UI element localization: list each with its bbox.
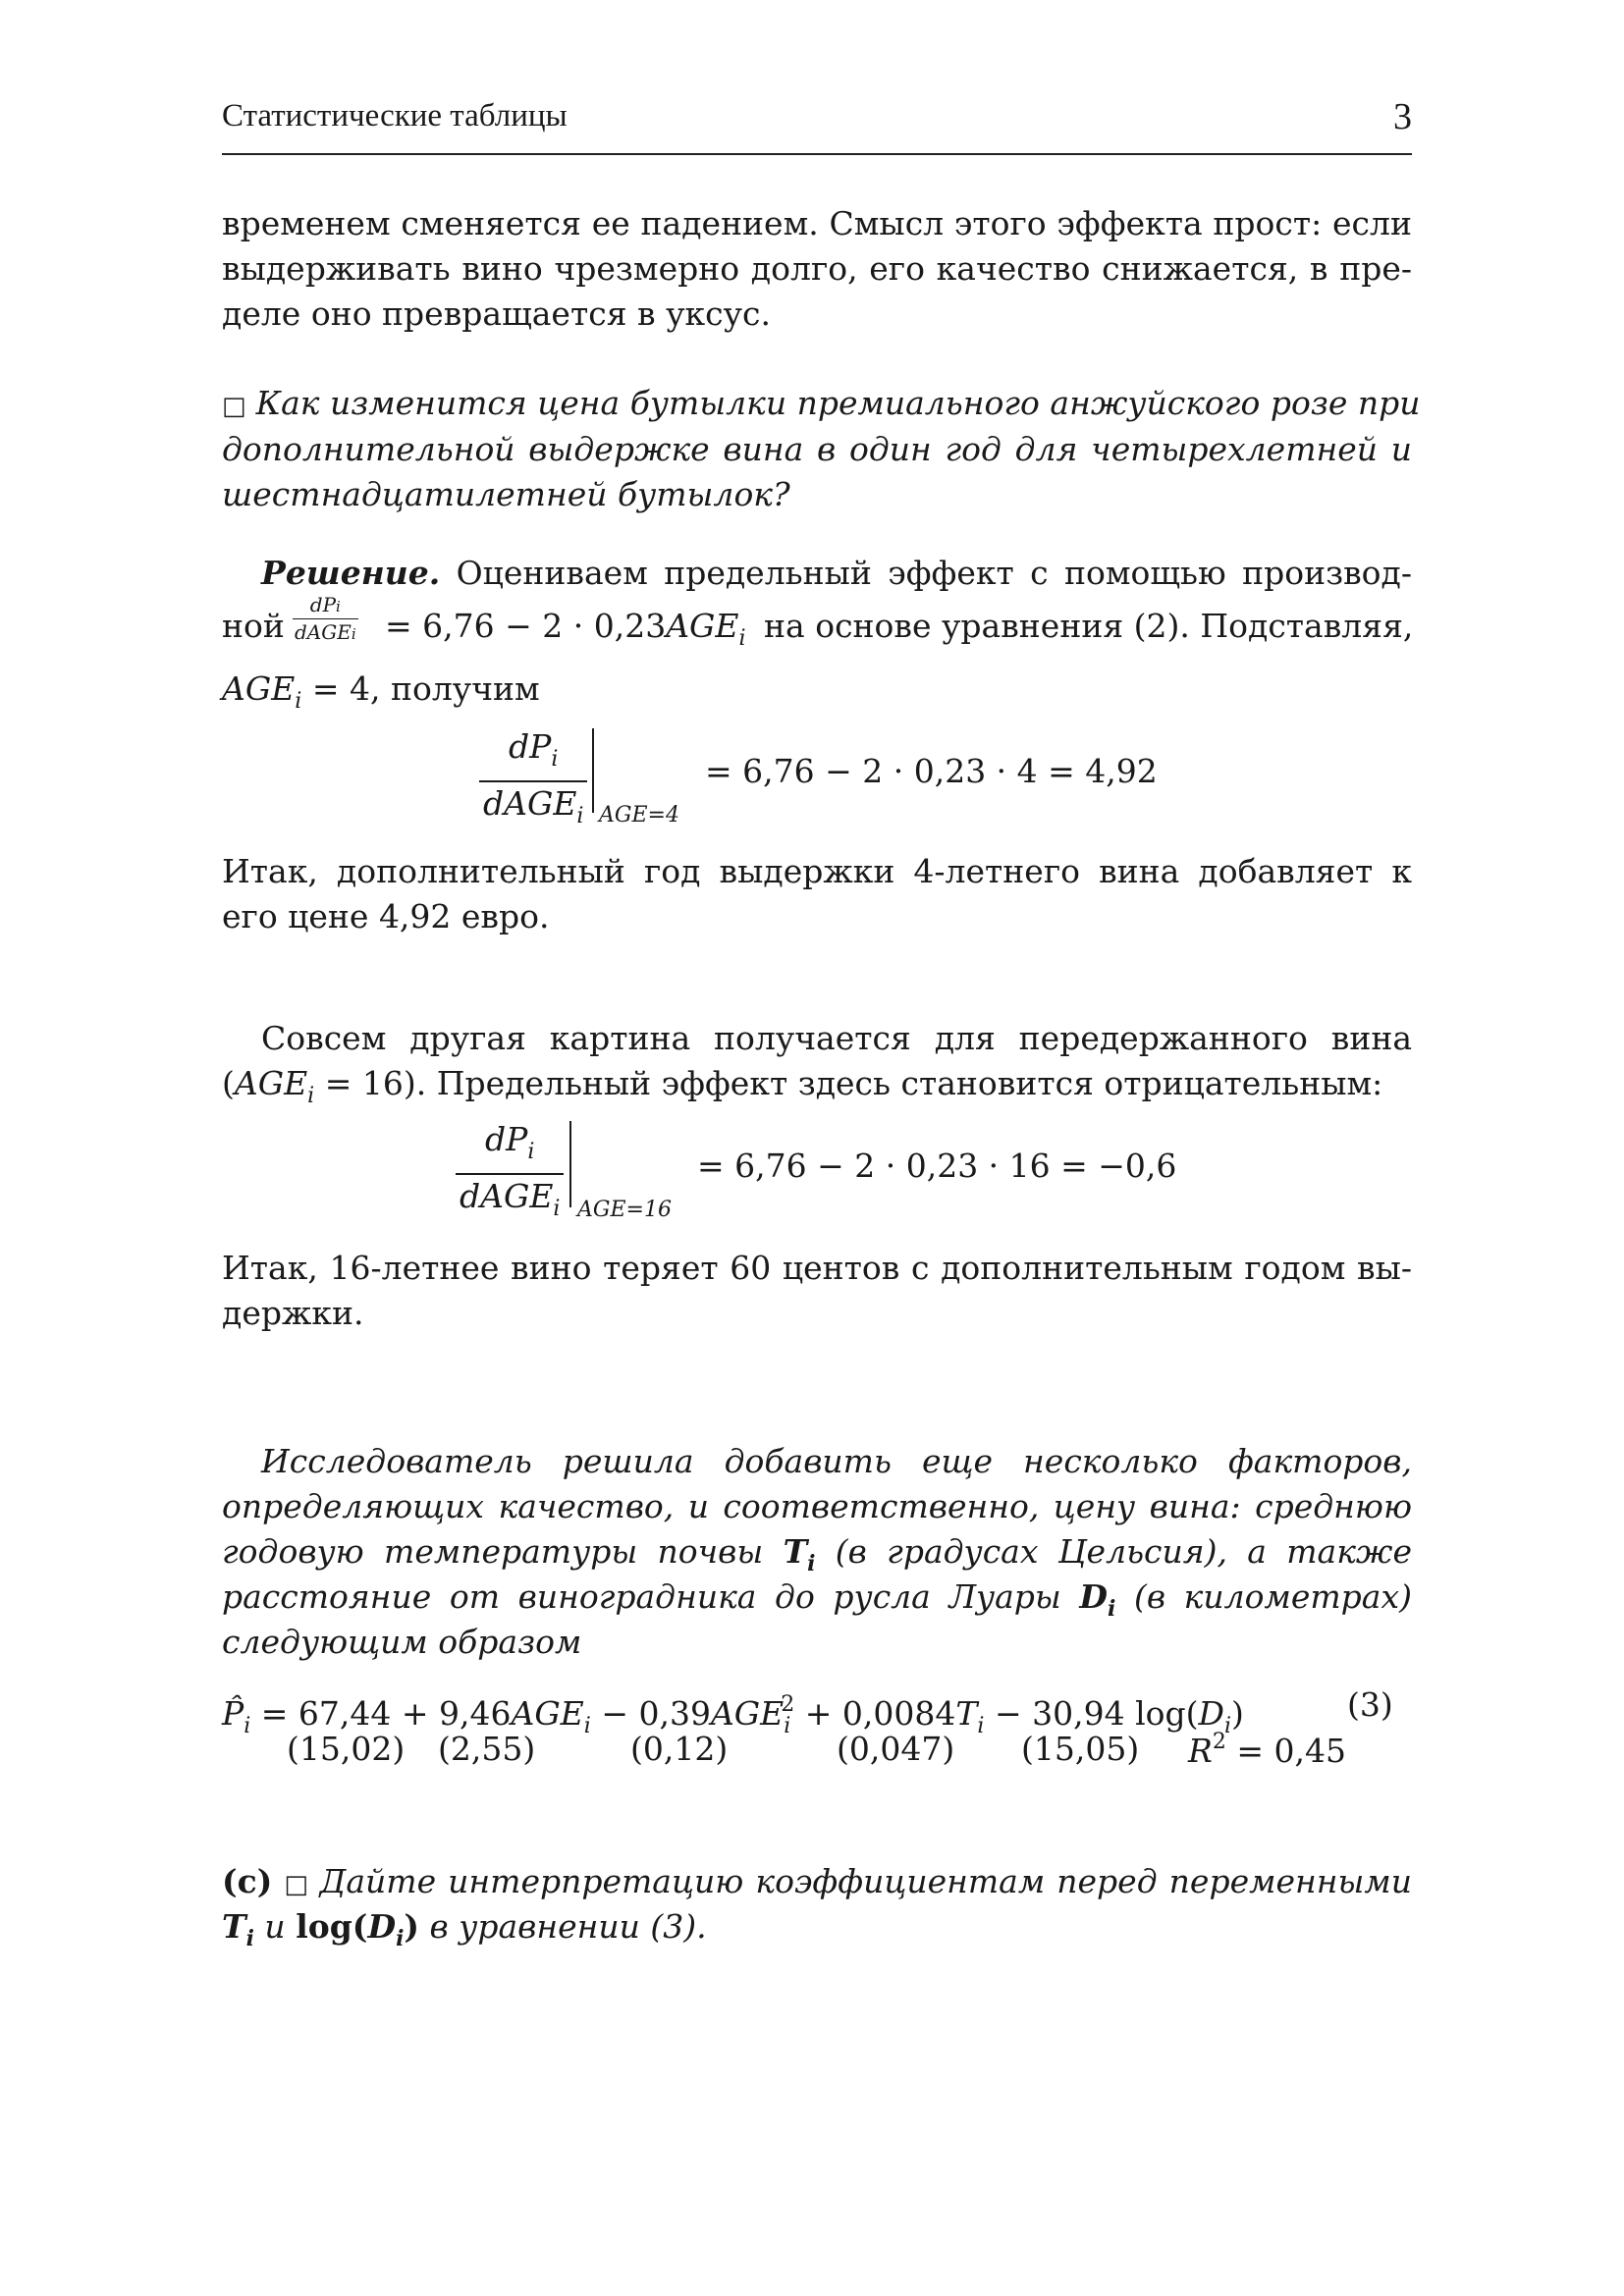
evaluation-subscript-1: AGE=4 (599, 803, 679, 828)
variable-T: T (783, 1532, 808, 1571)
standard-error-const: (15,02) (287, 1730, 406, 1768)
checkbox-icon: □ (284, 1870, 310, 1899)
equation-3: $P̂_i = 67,44 + 9,46AGE_i - 0,39AGE_i^2 + 0,0084T_i - 30,94$ $\log(D_i)$ (222, 1692, 1244, 1738)
solution-label: Решение. (261, 554, 441, 592)
researcher-line-3: годовую температуры почвы $T_i$ (в градусах Цельсия), а также (222, 1532, 1412, 1576)
derivative-fraction-1: $dP_i$ dAGE$_i$ (479, 726, 587, 838)
intro-line-3: деле оно превращается в уксус. (222, 294, 771, 333)
researcher-line-1: Исследователь решила добавить еще несколько факторов, (261, 1442, 1412, 1480)
running-header-title: Статистические таблицы (222, 98, 568, 133)
question-1-line-1: □ Как изменится цена бутылки премиального анжуйского розе при (222, 384, 1421, 422)
solution-line-2: ной (222, 607, 285, 645)
researcher-line-4: расстояние от виноградника до русла Луары $D_i$ (в километрах) (222, 1577, 1412, 1622)
standard-error-log-distance: (15,05) (1021, 1730, 1140, 1768)
inline-derivative-fraction: dPi dAGEi (293, 593, 358, 647)
conclusion-1-line-2: его цене 4,92 евро. (222, 897, 550, 935)
overaged-line-1: Совсем другая картина получается для передержанного вина (261, 1019, 1412, 1057)
equation-2-rhs: = 6,76 − 2 · 0,23 · 16 = −0,6 (697, 1147, 1177, 1185)
solution-line-1: Решение. Оцениваем предельный эффект с помощью производ- (261, 554, 1412, 592)
equation-1-rhs: = 6,76 − 2 · 0,23 · 4 = 4,92 (705, 752, 1158, 790)
standard-error-age-squared: (0,12) (630, 1730, 729, 1768)
derivative-fraction-2: $dP_i$ dAGE$_i$ (456, 1119, 564, 1231)
standard-error-age: (2,55) (438, 1730, 536, 1768)
question-c-line-2: $T_i$ и $\log(D_i)$ в уравнении (3). (222, 1907, 707, 1951)
evaluation-subscript-2: AGE=16 (577, 1198, 672, 1222)
checkbox-icon: □ (222, 392, 246, 421)
equation-3-number: (3) (1347, 1685, 1393, 1724)
intro-line-1: временем сменяется ее падением. Смысл этого эффекта прост: если (222, 204, 1412, 242)
solution-line-3: $AGE_i = 4$, получим (222, 669, 540, 714)
question-c-label: (c) (222, 1862, 273, 1900)
intro-line-2: выдерживать вино чрезмерно долго, его качество снижается, в пре- (222, 249, 1412, 288)
evaluation-bar-2 (569, 1121, 571, 1207)
solution-line-2-formula: = $6,76 - 2 \cdot 0,23AGE_i$ на основе уравнения (2). Подставляя, (385, 607, 1414, 651)
conclusion-2-line-1: Итак, 16-летнее вино теряет 60 центов с дополнительным годом вы- (222, 1249, 1412, 1287)
header-divider (222, 153, 1412, 155)
page-number: 3 (1393, 96, 1412, 137)
conclusion-2-line-2: держки. (222, 1294, 364, 1332)
variable-D: D (1079, 1577, 1109, 1616)
r-squared: $R^2 = 0,45$ (1188, 1730, 1346, 1770)
conclusion-1-line-1: Итак, дополнительный год выдержки 4-летнего вина добавляет к (222, 852, 1412, 890)
researcher-line-2: определяющих качество, и соответственно, цену вина: среднюю (222, 1487, 1412, 1525)
standard-error-temperature: (0,047) (837, 1730, 955, 1768)
researcher-line-5: следующим образом (222, 1623, 582, 1661)
question-1-line-2: дополнительной выдержке вина в один год для четырехлетней и (222, 430, 1412, 468)
overaged-line-2: $(AGE_i = 16)$. Предельный эффект здесь становится отрицательным: (222, 1064, 1383, 1108)
question-1-line-3: шестнадцатилетней бутылок? (222, 475, 790, 513)
question-c-line-1: (c) □ Дайте интерпретацию коэффициентам перед переменными (222, 1862, 1412, 1900)
evaluation-bar-1 (592, 728, 594, 813)
